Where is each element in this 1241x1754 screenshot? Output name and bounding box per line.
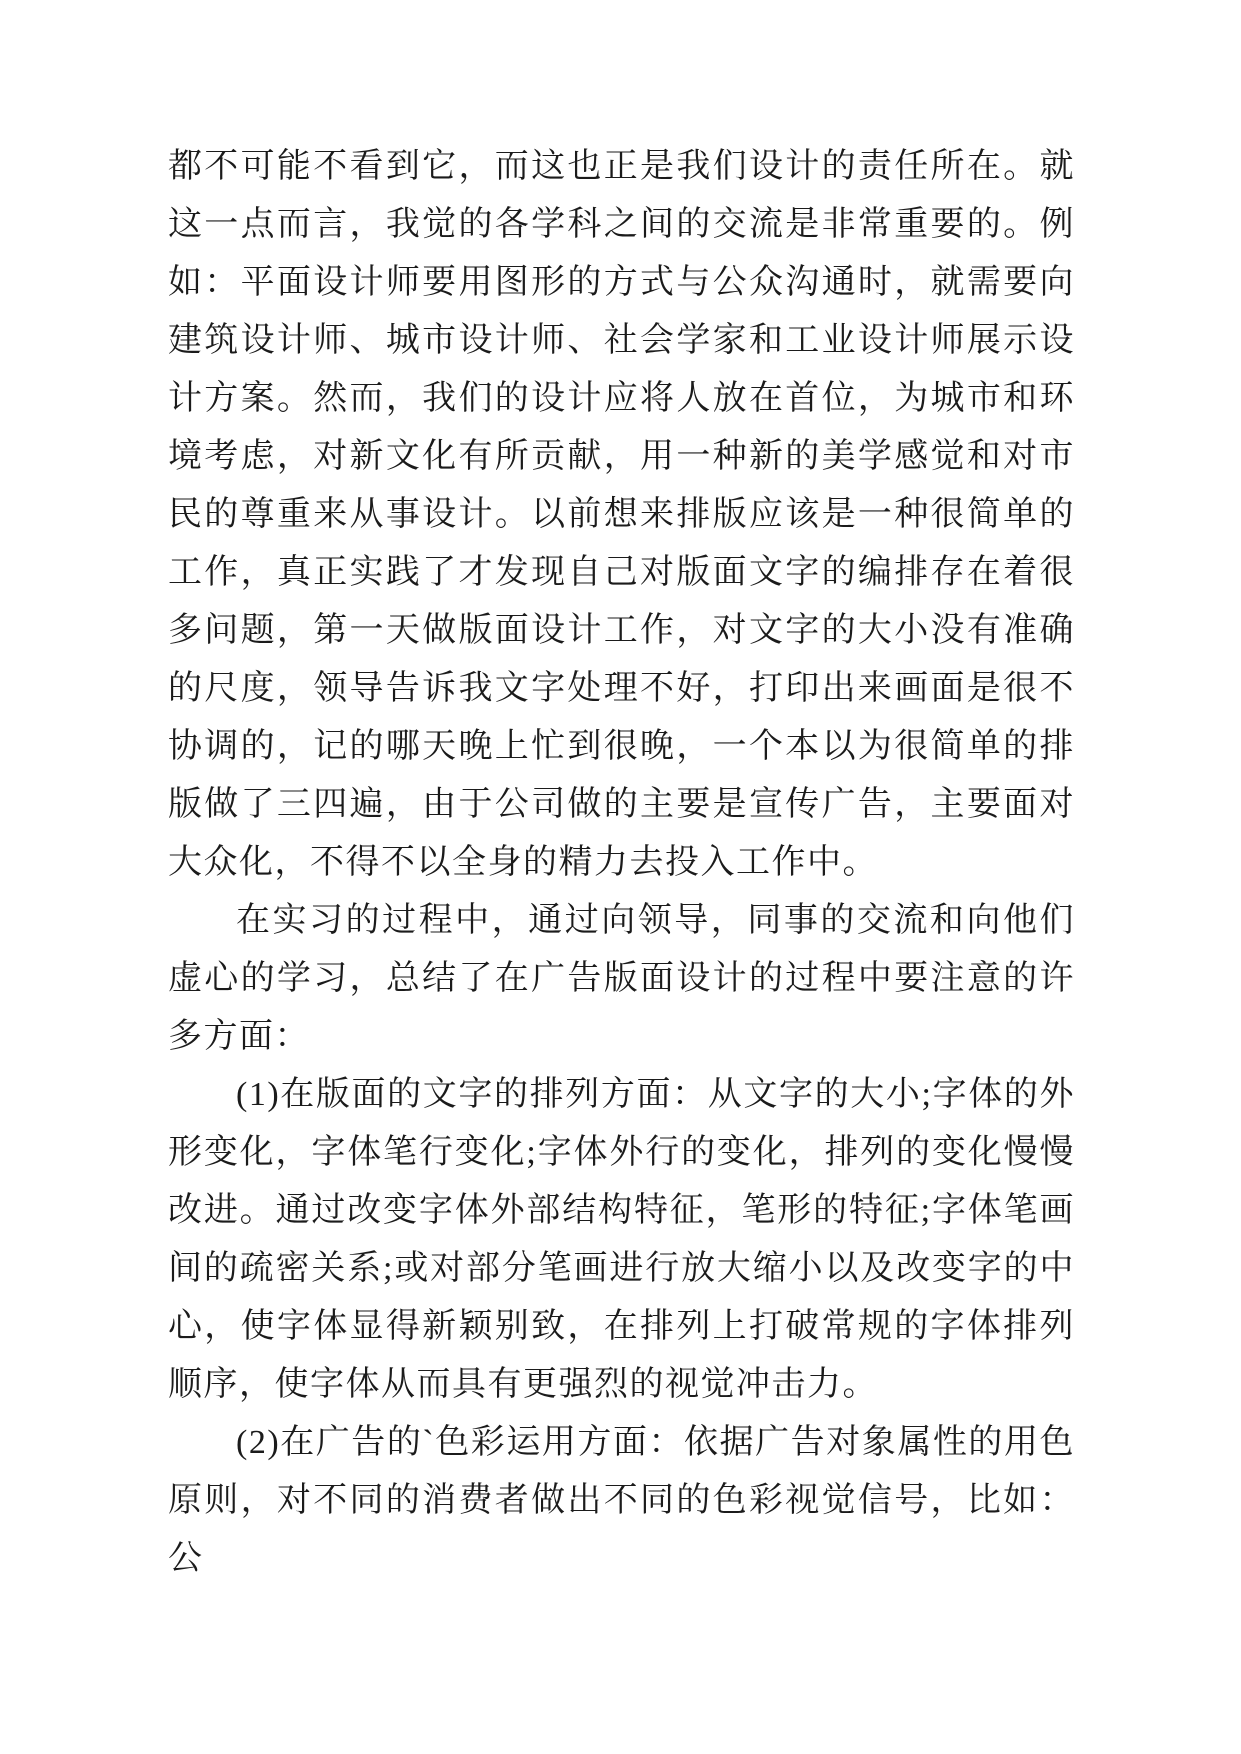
paragraph-4: (2)在广告的`色彩运用方面：依据广告对象属性的用色原则，对不同的消费者做出不同的色彩视觉信号，比如：公 xyxy=(168,1424,1075,1577)
document-body xyxy=(168,138,1075,1588)
paragraph-2: 在实习的过程中，通过向领导，同事的交流和向他们虚心的学习，总结了在广告版面设计的过程中要注意的许多方面： xyxy=(168,902,1075,1055)
paragraph-3: (1)在版面的文字的排列方面：从文字的大小;字体的外形变化，字体笔行变化;字体外行的变化，排列的变化慢慢改进。通过改变字体外部结构特征，笔形的特征;字体笔画间的疏密关系;或对部分笔画进行放大缩小以及改变字的中心，使字体显得新颖别致，在排列上打破常规的字体排列顺序，使字体从而具有更强烈的视觉冲击力。 xyxy=(168,1076,1075,1403)
paragraph-1: 都不可能不看到它，而这也正是我们设计的责任所在。就这一点而言，我觉的各学科之间的交流是非常重要的。例如：平面设计师要用图形的方式与公众沟通时，就需要向建筑设计师、城市设计师、社会学家和工业设计师展示设计方案。然而，我们的设计应将人放在首位，为城市和环境考虑，对新文化有所贡献，用一种新的美学感觉和对市民的尊重来从事设计。以前想来排版应该是一种很简单的工作，真正实践了才发现自己对版面文字的编排存在着很多问题，第一天做版面设计工作，对文字的大小没有准确的尺度，领导告诉我文字处理不好，打印出来画面是很不协调的，记的哪天晚上忙到很晚，一个本以为很简单的排版做了三四遍，由于公司做的主要是宣传广告，主要面对大众化，不得不以全身的精力去投入工作中。 xyxy=(168,148,1075,881)
